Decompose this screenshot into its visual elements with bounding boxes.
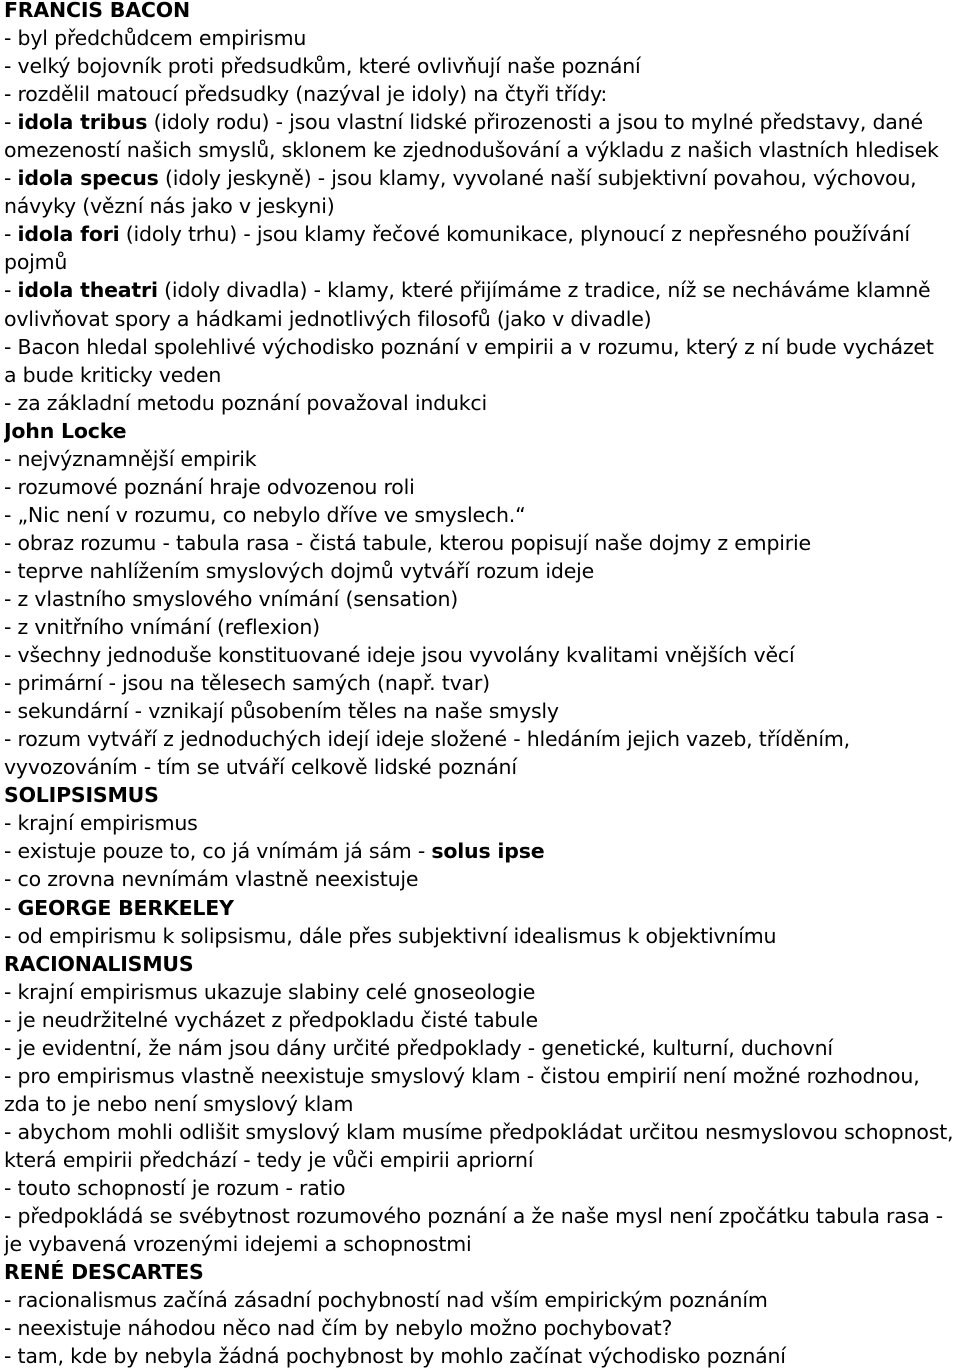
text-line	[4, 136, 960, 164]
text-line	[4, 809, 960, 837]
line-text: -	[4, 895, 18, 920]
text-line	[4, 248, 960, 276]
text-line	[4, 725, 960, 753]
text-line	[4, 276, 960, 304]
line-text: a bude kriticky veden	[4, 362, 222, 387]
line-text: -	[4, 278, 18, 303]
section-heading	[4, 781, 960, 809]
text-line	[4, 164, 960, 192]
line-text: - teprve nahlížením smyslových dojmů vytváří rozum ideje	[4, 558, 595, 583]
text-line	[4, 305, 960, 333]
line-text: - tam, kde by nebyla žádná pochybnost by mohlo začínat východisko poznání	[4, 1344, 786, 1369]
line-text: - neexistuje náhodou něco nad čím by nebylo možno pochybovat?	[4, 1316, 673, 1341]
bold-term: idola theatri	[17, 278, 158, 303]
bold-term: GEORGE BERKELEY	[17, 895, 234, 920]
text-line	[4, 613, 960, 641]
line-text: (idoly jeskyně) - jsou klamy, vyvolané naší subjektivní povahou, výchovou,	[158, 166, 917, 191]
text-line	[4, 585, 960, 613]
bold-term: idola fori	[17, 222, 120, 247]
text-line	[4, 529, 960, 557]
line-text: - obraz rozumu - tabula rasa - čistá tabule, kterou popisují naše dojmy z empirie	[4, 530, 811, 555]
line-text: (idoly divadla) - klamy, které přijímáme z tradice, níž se necháváme klamně	[157, 278, 931, 303]
line-text: - rozumové poznání hraje odvozenou roli	[4, 474, 415, 499]
text-line	[4, 669, 960, 697]
text-line	[4, 501, 960, 529]
text-line	[4, 837, 960, 865]
line-text: zda to je nebo není smyslový klam	[4, 1091, 354, 1116]
text-line	[4, 1174, 960, 1202]
line-text: ovlivňovat spory a hádkami jednotlivých filosofů (jako v divadle)	[4, 306, 652, 331]
line-text: -	[4, 222, 18, 247]
line-text: -	[4, 110, 18, 135]
text-line	[4, 220, 960, 248]
line-text: vyvozováním - tím se utváří celkově lidské poznání	[4, 755, 517, 780]
line-text: - sekundární - vznikají působením těles na naše smysly	[4, 699, 559, 724]
text-line	[4, 697, 960, 725]
line-text: - racionalismus začíná zásadní pochybností nad vším empirickým poznáním	[4, 1288, 768, 1313]
document-body	[4, 0, 960, 1370]
text-line	[4, 473, 960, 501]
bold-term: idola tribus	[17, 110, 148, 135]
text-line	[4, 1090, 960, 1118]
text-line	[4, 1034, 960, 1062]
text-line	[4, 80, 960, 108]
line-text: - nejvýznamnější empirik	[4, 446, 257, 471]
line-text: pojmů	[4, 250, 68, 275]
section-heading	[4, 417, 960, 445]
line-text: - předpokládá se svébytnost rozumového poznání a že naše mysl není zpočátku tabula rasa -	[4, 1204, 943, 1229]
line-text: - všechny jednoduše konstituované ideje jsou vyvolány kvalitami vnějších věcí	[4, 643, 795, 668]
line-text: je vybavená vrozenými idejemi a schopnostmi	[4, 1232, 472, 1257]
text-line	[4, 192, 960, 220]
line-text: - velký bojovník proti předsudkům, které ovlivňují naše poznání	[4, 54, 641, 79]
line-text: - „Nic není v rozumu, co nebylo dříve ve smyslech.“	[4, 502, 526, 527]
section-heading	[4, 0, 960, 24]
text-line	[4, 361, 960, 389]
text-line	[4, 922, 960, 950]
text-line	[4, 389, 960, 417]
text-line	[4, 445, 960, 473]
section-heading	[4, 950, 960, 978]
text-line	[4, 894, 960, 922]
text-line	[4, 1006, 960, 1034]
line-text: - Bacon hledal spolehlivé východisko poznání v empirii a v rozumu, který z ní bude vycházet	[4, 334, 934, 359]
line-text: - za základní metodu poznání považoval indukci	[4, 390, 487, 415]
line-text: (idoly trhu) - jsou klamy řečové komunikace, plynoucí z nepřesného používání	[119, 222, 910, 247]
line-text: - touto schopností je rozum - ratio	[4, 1175, 346, 1200]
text-line	[4, 1286, 960, 1314]
bold-term: idola specus	[17, 166, 159, 191]
line-text: - z vlastního smyslového vnímání (sensation)	[4, 586, 459, 611]
text-line	[4, 1202, 960, 1230]
text-line	[4, 108, 960, 136]
bold-term: solus ipse	[431, 839, 545, 864]
text-line	[4, 753, 960, 781]
line-text: - je neudržitelné vycházet z předpokladu čisté tabule	[4, 1007, 538, 1032]
line-text: - pro empirismus vlastně neexistuje smyslový klam - čistou empirií není možné rozhodnou,	[4, 1063, 920, 1088]
bold-term: SOLIPSISMUS	[4, 783, 159, 808]
text-line	[4, 1146, 960, 1174]
line-text: omezeností našich smyslů, sklonem ke zjednodušování a výkladu z našich vlastních hledisek	[4, 138, 939, 163]
line-text: - je evidentní, že nám jsou dány určité předpoklady - genetické, kulturní, duchovní	[4, 1035, 833, 1060]
text-line	[4, 333, 960, 361]
line-text: - rozum vytváří z jednoduchých idejí ideje složené - hledáním jejich vazeb, tříděním,	[4, 727, 850, 752]
text-line	[4, 1230, 960, 1258]
text-line	[4, 641, 960, 669]
line-text: -	[4, 166, 18, 191]
line-text: - co zrovna nevnímám vlastně neexistuje	[4, 867, 419, 892]
text-line	[4, 1062, 960, 1090]
text-line	[4, 1314, 960, 1342]
line-text: - primární - jsou na tělesech samých (např. tvar)	[4, 671, 490, 696]
bold-term: John Locke	[4, 418, 127, 443]
line-text: která empirii předchází - tedy je vůči empirii apriorní	[4, 1147, 534, 1172]
line-text: - krajní empirismus ukazuje slabiny celé gnoseologie	[4, 979, 536, 1004]
text-line	[4, 978, 960, 1006]
line-text: - abychom mohli odlišit smyslový klam musíme předpokládat určitou nesmyslovou schopnost,	[4, 1119, 954, 1144]
text-line	[4, 557, 960, 585]
line-text: - od empirismu k solipsismu, dále přes subjektivní idealismus k objektivnímu	[4, 923, 777, 948]
text-line	[4, 865, 960, 893]
line-text: - krajní empirismus	[4, 811, 198, 836]
text-line	[4, 52, 960, 80]
line-text: - byl předchůdcem empirismu	[4, 26, 307, 51]
bold-term: RACIONALISMUS	[4, 951, 194, 976]
line-text: - existuje pouze to, co já vnímám já sám -	[4, 839, 432, 864]
line-text: - z vnitřního vnímání (reflexion)	[4, 615, 320, 640]
text-line	[4, 1118, 960, 1146]
line-text: návyky (vězní nás jako v jeskyni)	[4, 194, 335, 219]
section-heading	[4, 1258, 960, 1286]
line-text: - rozdělil matoucí předsudky (nazýval je idoly) na čtyři třídy:	[4, 82, 608, 107]
bold-term: FRANCIS BACON	[4, 0, 190, 22]
line-text: (idoly rodu) - jsou vlastní lidské přirozenosti a jsou to mylné představy, dané	[147, 110, 923, 135]
bold-term: RENÉ DESCARTES	[4, 1260, 204, 1285]
text-line	[4, 1342, 960, 1370]
text-line	[4, 24, 960, 52]
